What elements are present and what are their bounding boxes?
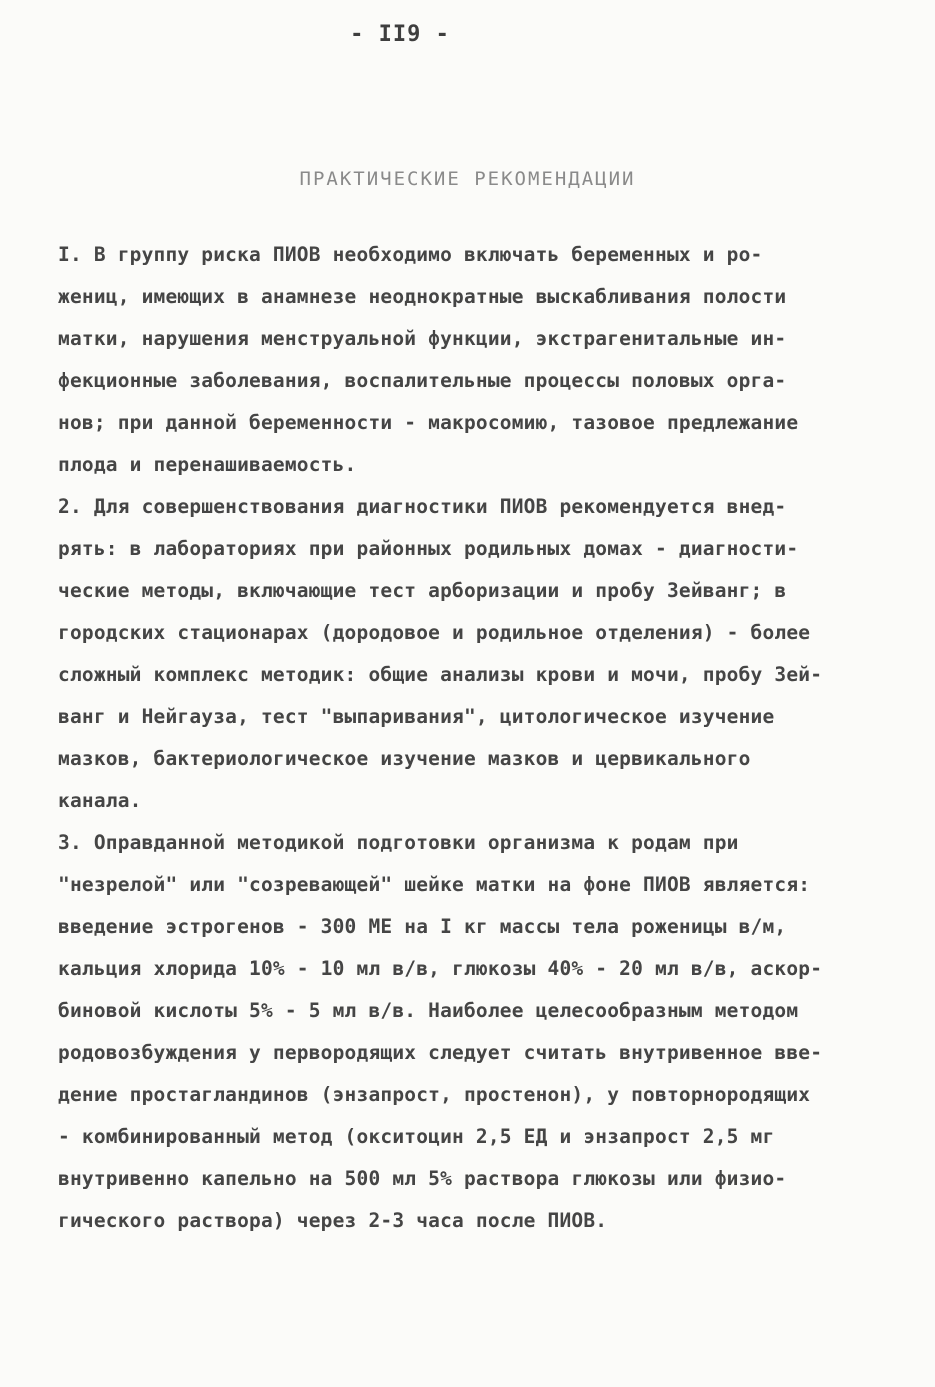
text-line: городских стационарах (дородовое и родильное отделения) - более [58, 621, 811, 644]
text-line: I. В группу риска ПИОВ необходимо включать беременных и ро- [58, 243, 763, 266]
text-line: - комбинированный метод (окситоцин 2,5 ЕД и энзапрост 2,5 мг [58, 1125, 775, 1148]
text-line: гического раствора) через 2-3 часа после ПИОВ. [58, 1209, 608, 1232]
text-line: дение простагландинов (энзапрост, простенон), у повторнородящих [58, 1083, 811, 1106]
text-line: ванг и Нейгауза, тест "выпаривания", цитологическое изучение [58, 705, 775, 728]
text-line: 2. Для совершенствования диагностики ПИОВ рекомендуется внед- [58, 495, 787, 518]
text-line: жениц, имеющих в анамнезе неоднократные выскабливания полости [58, 285, 787, 308]
text-line: рять: в лабораториях при районных родильных домах - диагности- [58, 537, 799, 560]
text-line: родовозбуждения у первородящих следует считать внутривенное вве- [58, 1041, 823, 1064]
text-line: матки, нарушения менструальной функции, экстрагенитальные ин- [58, 327, 787, 350]
text-line: введение эстрогенов - 300 МЕ на I кг массы тела роженицы в/м, [58, 915, 787, 938]
text-line: плода и перенашиваемость. [58, 453, 357, 476]
text-line: нов; при данной беременности - макросомию, тазовое предлежание [58, 411, 799, 434]
page-number: - II9 - [350, 22, 450, 47]
text-line: кальция хлорида 10% - 10 мл в/в, глюкозы 40% - 20 мл в/в, аскор- [58, 957, 823, 980]
text-line: внутривенно капельно на 500 мл 5% раствора глюкозы или физио- [58, 1167, 787, 1190]
text-line: биновой кислоты 5% - 5 мл в/в. Наиболее целесообразным методом [58, 999, 799, 1022]
text-line: фекционные заболевания, воспалительные процессы половых орга- [58, 369, 787, 392]
section-heading: ПРАКТИЧЕСКИЕ РЕКОМЕНДАЦИИ [299, 168, 636, 190]
text-line: "незрелой" или "созревающей" шейке матки на фоне ПИОВ является: [58, 873, 811, 896]
text-line: сложный комплекс методик: общие анализы крови и мочи, пробу Зей- [58, 663, 823, 686]
text-line: ческие методы, включающие тест арборизации и пробу Зейванг; в [58, 579, 787, 602]
text-line: канала. [58, 789, 142, 812]
text-line: 3. Оправданной методикой подготовки организма к родам при [58, 831, 739, 854]
text-line: мазков, бактериологическое изучение мазков и цервикального [58, 747, 751, 770]
